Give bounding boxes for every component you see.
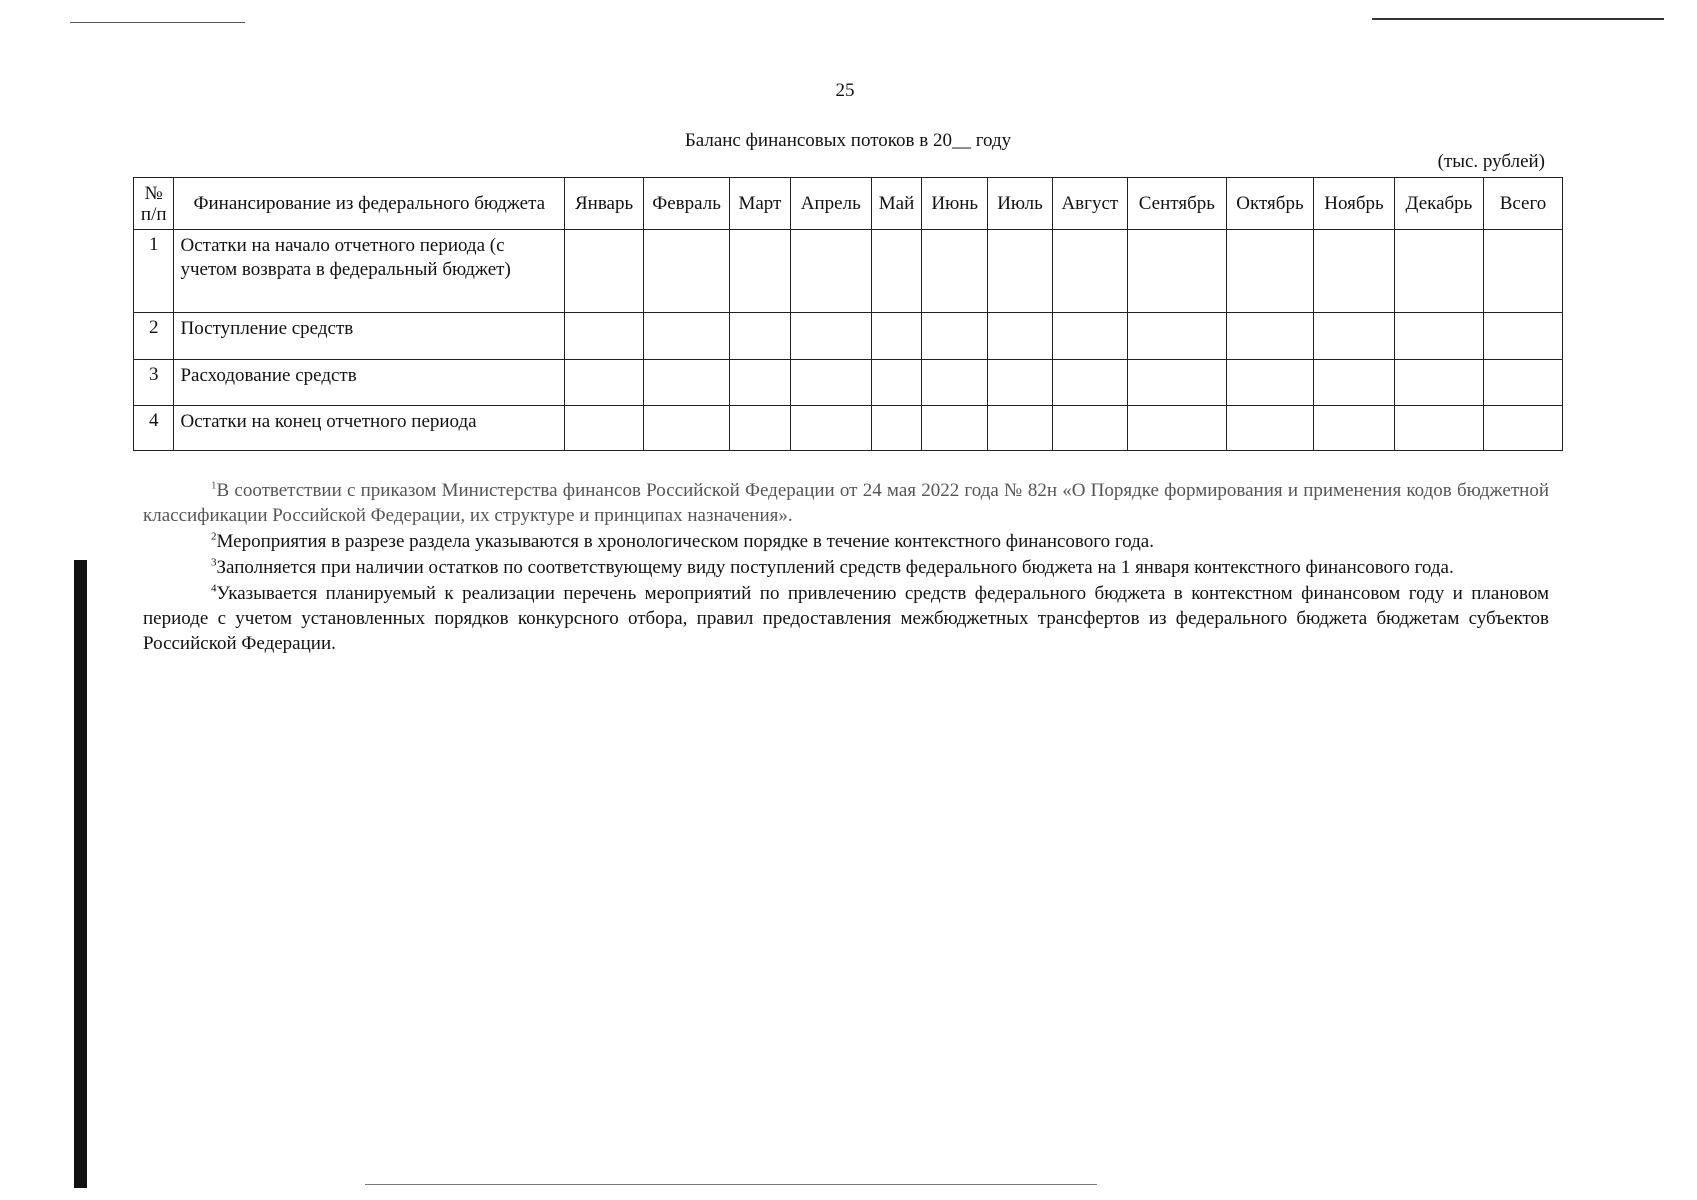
table-cell [1394, 359, 1483, 405]
table-cell [988, 230, 1053, 313]
header-month: Сентябрь [1127, 178, 1226, 230]
footnote-text: Указывается планируемый к реализации перечень мероприятий по привлечению средств федерального бюджета в контекстном финансовом году и плановом периоде с учетом установленных порядков конкурсного отбора, правил предоставления межбюджетных трансфертов из федерального бюджета бюджетам субъектов Российской Федерации. [143, 583, 1549, 654]
footnote [143, 555, 1549, 580]
footnote-text: Мероприятия в разрезе раздела указываются в хронологическом порядке в течение контекстного финансового года. [216, 531, 1154, 552]
row-name: Остатки на конец отчетного периода [174, 405, 565, 450]
table-cell [565, 405, 644, 450]
table-cell [1394, 405, 1483, 450]
footnote [143, 529, 1549, 554]
row-number: 1 [134, 230, 174, 313]
table-cell [1483, 405, 1562, 450]
row-number: 2 [134, 313, 174, 359]
table-cell [1127, 313, 1226, 359]
table-cell [922, 359, 988, 405]
footnote-marker: 3 [211, 556, 217, 569]
header-name: Финансирование из федерального бюджета [174, 178, 565, 230]
table-cell [922, 230, 988, 313]
table-cell [565, 313, 644, 359]
table-cell [1394, 230, 1483, 313]
table-cell [1052, 230, 1127, 313]
footnote [143, 581, 1549, 656]
table-cell [1394, 313, 1483, 359]
table-cell [1313, 313, 1394, 359]
table-cell [922, 405, 988, 450]
table-cell [644, 230, 730, 313]
table-cell [1313, 405, 1394, 450]
scan-artifact-line [70, 22, 245, 23]
table-cell [790, 359, 871, 405]
footnote-text: Заполняется при наличии остатков по соответствующему виду поступлений средств федерального бюджета на 1 января контекстного финансового года. [216, 557, 1454, 578]
header-month: Январь [565, 178, 644, 230]
table-cell [1127, 359, 1226, 405]
table-cell [1226, 359, 1313, 405]
table-cell [1226, 405, 1313, 450]
row-name: Остатки на начало отчетного периода (с учетом возврата в федеральный бюджет) [174, 230, 565, 313]
header-month: Июль [988, 178, 1053, 230]
scan-artifact-line [365, 1184, 1097, 1185]
table-cell [644, 405, 730, 450]
table-cell [988, 405, 1053, 450]
balance-table [133, 177, 1563, 451]
table-cell [871, 230, 922, 313]
row-number: 3 [134, 359, 174, 405]
header-month: Декабрь [1394, 178, 1483, 230]
table-cell [988, 359, 1053, 405]
table-cell [790, 230, 871, 313]
row-number: 4 [134, 405, 174, 450]
table-cell [644, 359, 730, 405]
header-month: Октябрь [1226, 178, 1313, 230]
header-month: Февраль [644, 178, 730, 230]
header-month: Ноябрь [1313, 178, 1394, 230]
table-cell [790, 405, 871, 450]
table-cell [730, 230, 791, 313]
table-cell [1226, 313, 1313, 359]
table-row [134, 359, 1563, 405]
table-row [134, 230, 1563, 313]
header-num: № п/п [134, 178, 174, 230]
header-month: Март [730, 178, 791, 230]
units-label: (тыс. рублей) [1437, 151, 1545, 172]
table-cell [1483, 230, 1562, 313]
table-cell [565, 230, 644, 313]
table-cell [871, 405, 922, 450]
table-cell [1483, 359, 1562, 405]
header-month: Апрель [790, 178, 871, 230]
header-month: Июнь [922, 178, 988, 230]
table-cell [1052, 359, 1127, 405]
document-title: Баланс финансовых потоков в 20__ году [684, 130, 1012, 151]
row-name: Поступление средств [174, 313, 565, 359]
table-cell [1052, 405, 1127, 450]
row-name: Расходование средств [174, 359, 565, 405]
footnote [143, 478, 1549, 528]
table-row [134, 405, 1563, 450]
table-cell [730, 313, 791, 359]
footnote-marker: 2 [211, 530, 217, 543]
header-total: Всего [1483, 178, 1562, 230]
scan-artifact-edge [74, 560, 87, 1188]
table-cell [1052, 313, 1127, 359]
table-cell [871, 359, 922, 405]
table-cell [790, 313, 871, 359]
page-number: 25 [835, 80, 855, 101]
table-cell [871, 313, 922, 359]
header-month: Май [871, 178, 922, 230]
table-cell [1127, 230, 1226, 313]
table-cell [730, 405, 791, 450]
table-row [134, 313, 1563, 359]
table-cell [1313, 359, 1394, 405]
table-header-row [134, 178, 1563, 230]
table-cell [922, 313, 988, 359]
table-cell [1127, 405, 1226, 450]
table-cell [644, 313, 730, 359]
table-cell [1313, 230, 1394, 313]
footnote-marker: 1 [211, 479, 217, 492]
footnote-text: В соответствии с приказом Министерства финансов Российской Федерации от 24 мая 2022 года № 82н «О Порядке формирования и применения кодов бюджетной классификации Российской Федерации, их структуре и принципах назначения». [143, 480, 1549, 526]
table-cell [988, 313, 1053, 359]
table-cell [1483, 313, 1562, 359]
table-cell [1226, 230, 1313, 313]
table-cell [565, 359, 644, 405]
footnotes [143, 478, 1549, 657]
footnote-marker: 4 [211, 582, 217, 595]
scan-artifact-line [1372, 18, 1664, 20]
header-month: Август [1052, 178, 1127, 230]
table-cell [730, 359, 791, 405]
